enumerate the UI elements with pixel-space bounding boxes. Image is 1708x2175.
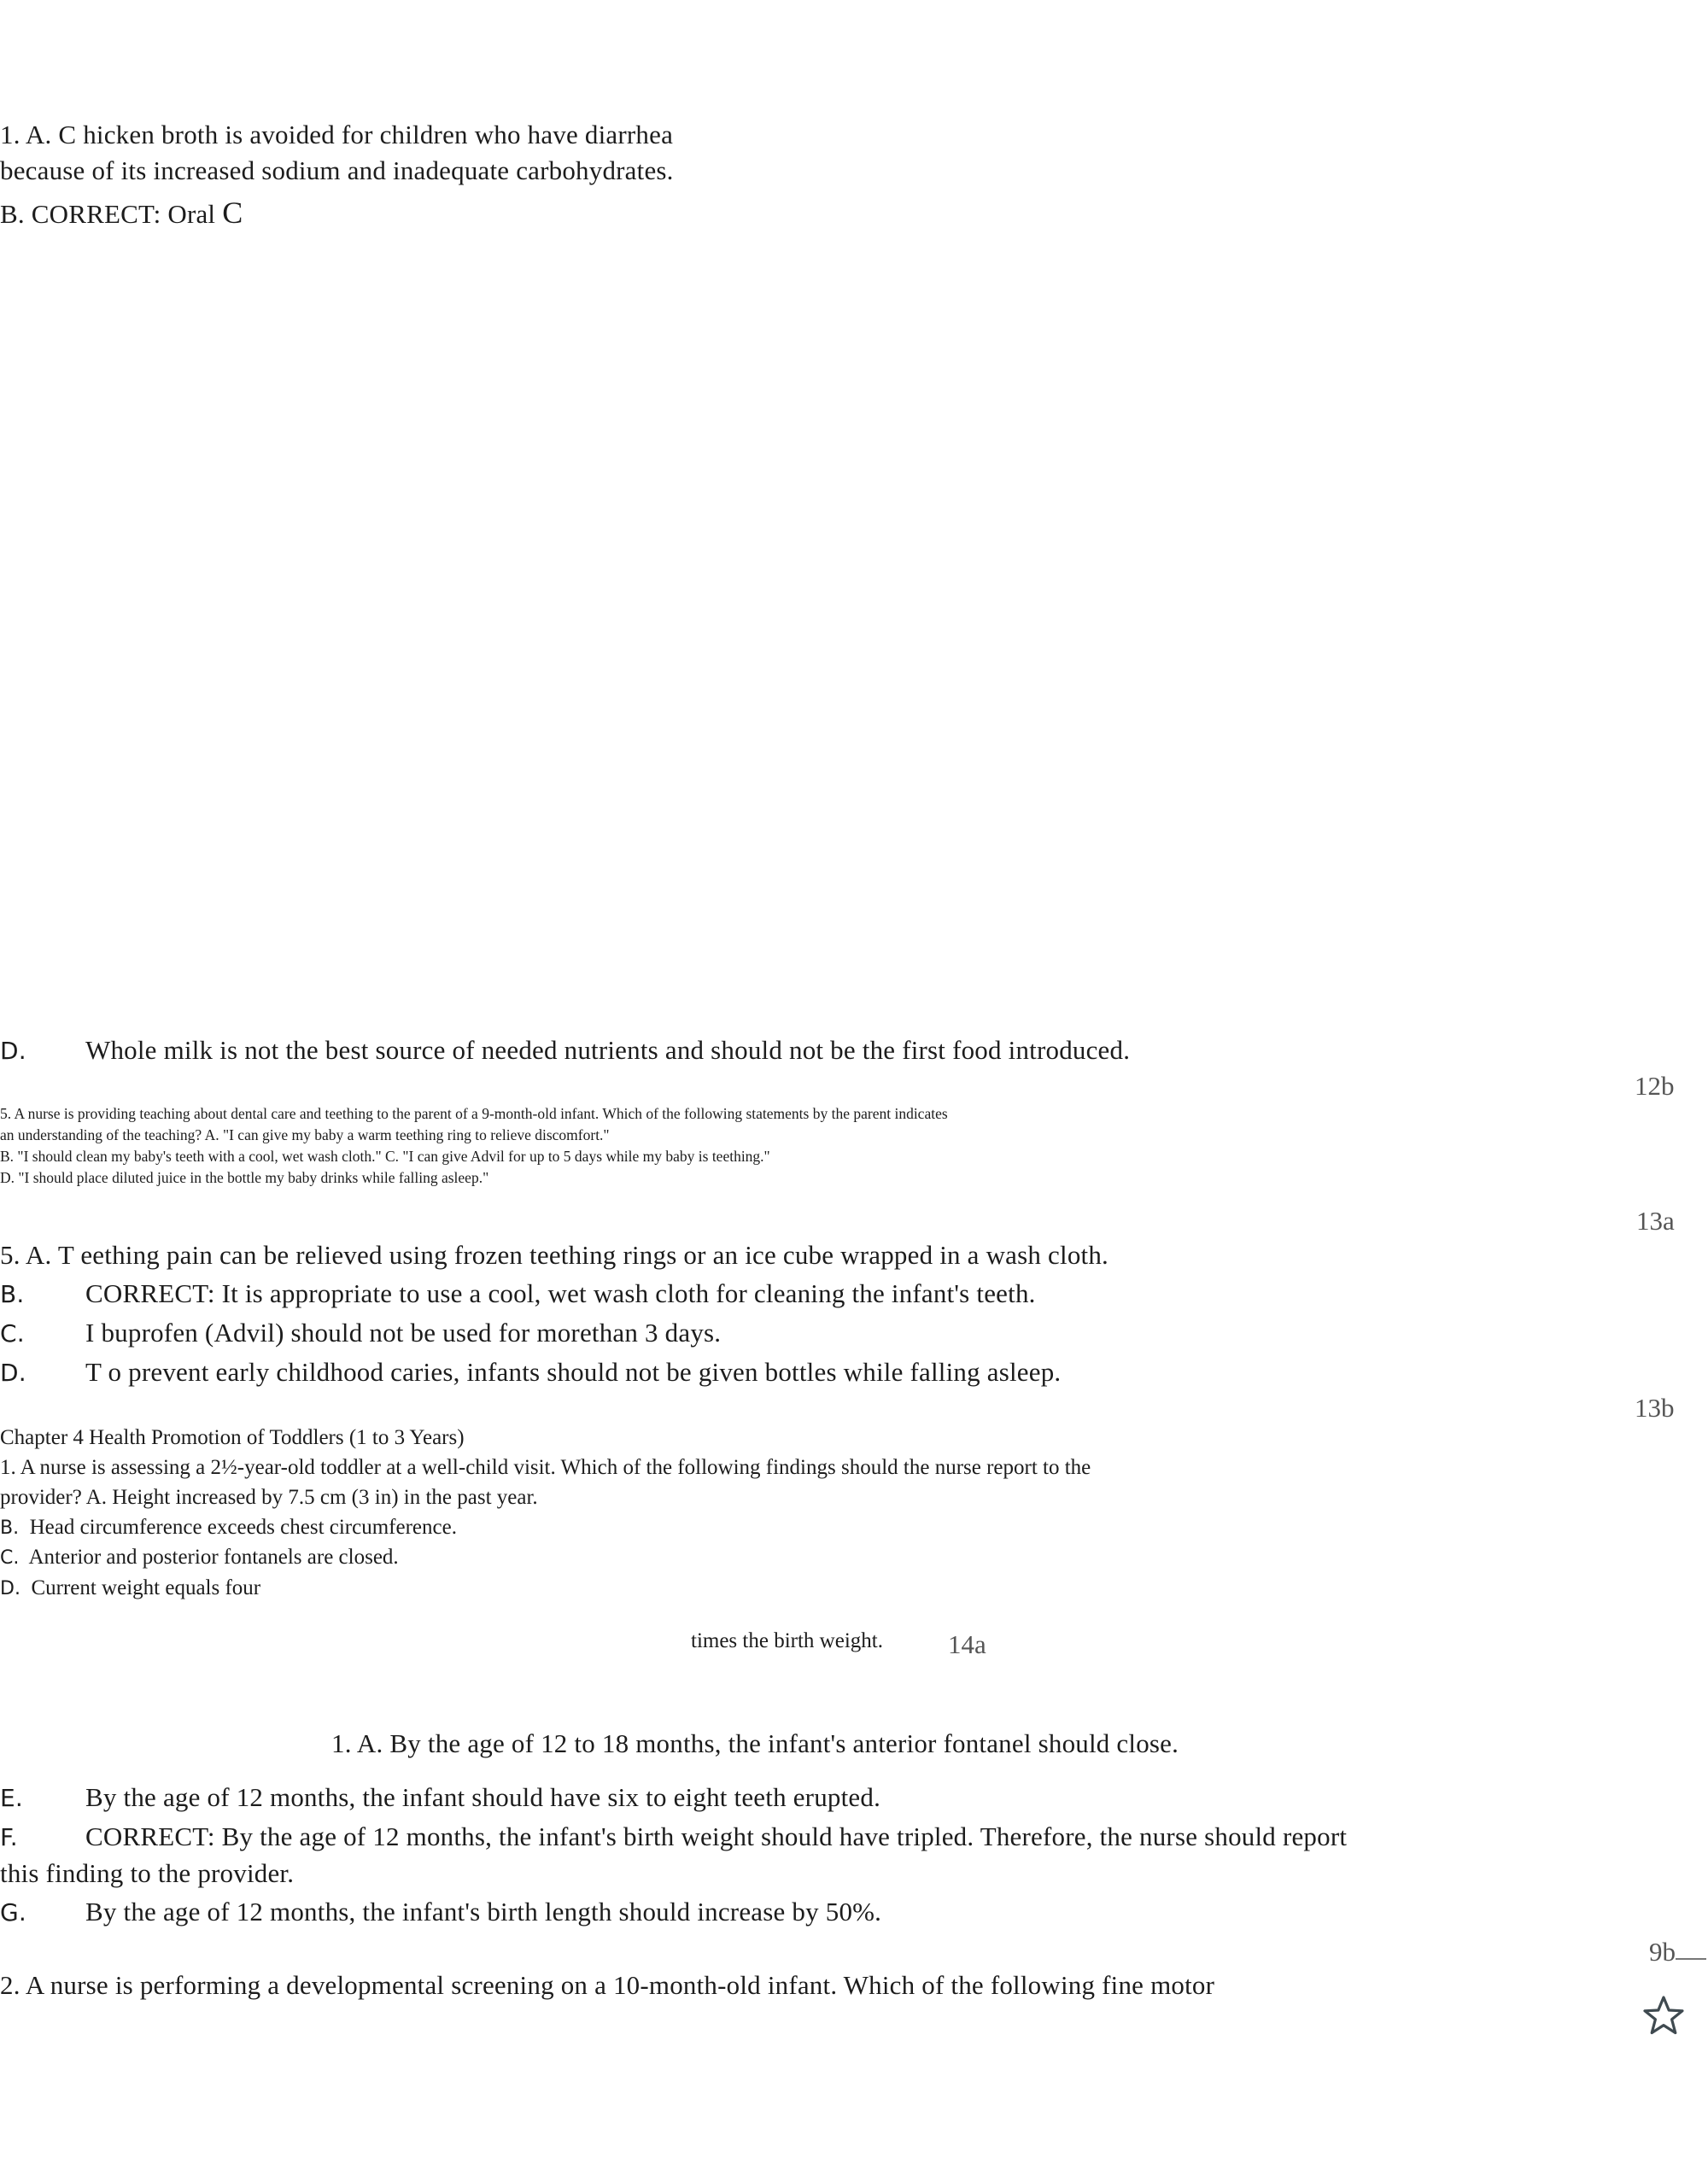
question-2-line-1: 2. A nurse is performing a developmental screening on a 10-month-old infant. Which of the following fine motor xyxy=(0,1970,1215,2000)
answer-5-option-c xyxy=(0,1318,721,1348)
option-text: CORRECT: By the age of 12 months, the infant's birth weight should have tripled. Therefore, the nurse should report xyxy=(85,1821,1348,1851)
chapter-4-option-b xyxy=(0,1516,457,1540)
answer-5-option-b xyxy=(0,1278,1036,1309)
answer-1-option-a: 1. A. By the age of 12 to 18 months, the infant's anterior fontanel should close. xyxy=(331,1728,1179,1758)
page-marker-12b: 12b xyxy=(1635,1071,1675,1101)
page-marker-13a: 13a xyxy=(1636,1206,1675,1236)
page-marker-13b: 13b xyxy=(1635,1393,1675,1423)
option-label: F. xyxy=(0,1823,18,1851)
option-text: Whole milk is not the best source of needed nutrients and should not be the first food introduced. xyxy=(85,1035,1131,1065)
answer-5-option-a: 5. A. T eething pain can be relieved using frozen teething rings or an ice cube wrapped in a wash cloth. xyxy=(0,1240,1108,1270)
option-text: Anterior and posterior fontanels are closed. xyxy=(28,1546,399,1569)
option-text: CORRECT: It is appropriate to use a cool, wet wash cloth for cleaning the infant's teeth. xyxy=(85,1278,1036,1308)
question-5-line-2: an understanding of the teaching? A. "I can give my baby a warm teething ring to relieve discomfort." xyxy=(0,1126,610,1143)
option-text: I buprofen (Advil) should not be used for morethan 3 days. xyxy=(85,1318,722,1348)
option-label: D. xyxy=(0,1578,20,1599)
answer-1-option-f-continued: this finding to the provider. xyxy=(0,1858,295,1888)
answer-1-option-f xyxy=(0,1821,1347,1852)
option-label: D. xyxy=(0,1359,26,1387)
option-label: D. xyxy=(0,1037,26,1065)
answer-1-line-3 xyxy=(0,195,243,231)
option-text: Head circumference exceeds chest circumference. xyxy=(29,1516,457,1539)
answer-1-option-g xyxy=(0,1897,881,1927)
option-text: By the age of 12 months, the infant should have six to eight teeth erupted. xyxy=(85,1782,881,1812)
question-5-line-4: D. "I should place diluted juice in the bottle my baby drinks while falling asleep." xyxy=(0,1169,489,1186)
chapter-4-question-1-line-2: provider? A. Height increased by 7.5 cm (3 in) in the past year. xyxy=(0,1486,538,1509)
answer-1-line-3-text: B. CORRECT: Oral xyxy=(0,199,223,229)
option-text: T o prevent early childhood caries, infants should not be given bottles while falling asleep. xyxy=(85,1357,1062,1387)
option-label: C. xyxy=(0,1547,20,1569)
question-5-line-3: B. "I should clean my baby's teeth with a cool, wet wash cloth." C. "I can give Advil for up to 5 days while my baby is teething." xyxy=(0,1148,770,1165)
chapter-4-question-1-line-1: 1. A nurse is assessing a 2½-year-old toddler at a well-child visit. Which of the following findings should the nurse report to the xyxy=(0,1456,1091,1479)
answer-1-line-1: 1. A. C hicken broth is avoided for children who have diarrhea xyxy=(0,120,674,149)
option-text: By the age of 12 months, the infant's birth length should increase by 50%. xyxy=(85,1897,882,1927)
answer-5-option-d xyxy=(0,1357,1061,1388)
answer-1-option-e xyxy=(0,1782,880,1813)
option-label: E. xyxy=(0,1784,23,1812)
answer-1-line-2: because of its increased sodium and inadequate carbohydrates. xyxy=(0,155,674,185)
answer-1-line-3-letter: C xyxy=(222,196,243,230)
question-5-line-1: 5. A nurse is providing teaching about dental care and teething to the parent of a 9-month-old infant. Which of the following statements by the parent indicates xyxy=(0,1105,948,1122)
chapter-title: Chapter 4 Health Promotion of Toddlers (1 to 3 Years) xyxy=(0,1426,465,1449)
option-label: B. xyxy=(0,1280,25,1308)
chapter-4-option-d xyxy=(0,1576,260,1600)
star-icon[interactable] xyxy=(1641,1994,1686,2038)
page-marker-14a: 14a xyxy=(948,1629,986,1659)
option-label: G. xyxy=(0,1898,26,1927)
chapter-4-option-d-continued: times the birth weight. xyxy=(691,1629,883,1652)
option-d-whole-milk xyxy=(0,1035,1130,1066)
option-label: C. xyxy=(0,1319,25,1348)
page-marker-9b: 9b xyxy=(1649,1937,1676,1967)
page-marker-underline xyxy=(1676,1958,1706,1960)
option-text: Current weight equals four xyxy=(31,1576,261,1599)
option-label: B. xyxy=(0,1517,20,1539)
chapter-4-option-c xyxy=(0,1546,399,1570)
